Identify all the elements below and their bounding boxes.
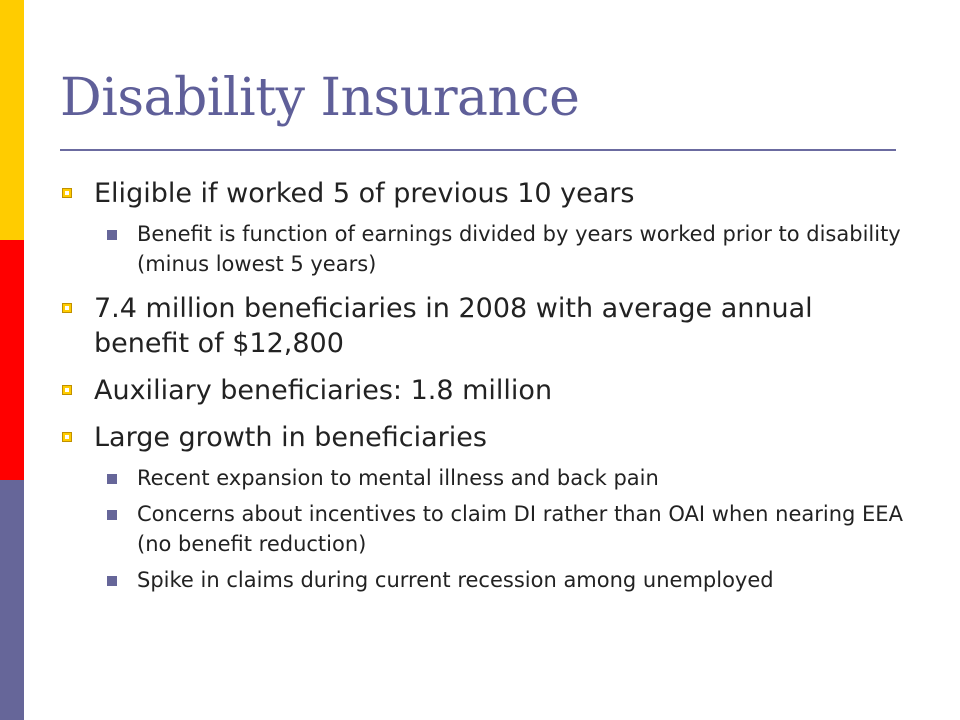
bullet-text: 7.4 million beneficiaries in 2008 with average annual benefit of $12,800 (94, 293, 813, 359)
sidebar-accent-purple (0, 480, 24, 720)
sidebar-accent-yellow (0, 0, 24, 240)
sub-bullet-text: Concerns about incentives to claim DI rather than OAI when nearing EEA (no benefit reduction) (137, 502, 903, 556)
bullet-item (60, 176, 910, 211)
bullet-item (60, 373, 910, 408)
square-bullet-icon (62, 385, 72, 395)
bullet-text: Auxiliary beneficiaries: 1.8 million (94, 375, 553, 406)
sub-bullet-item (60, 565, 910, 595)
title-underline (60, 149, 896, 151)
square-bullet-icon (62, 432, 72, 442)
sub-bullet-item (60, 463, 910, 493)
bullet-text: Eligible if worked 5 of previous 10 years (94, 178, 635, 209)
square-bullet-icon (62, 303, 72, 313)
square-sub-bullet-icon (107, 510, 117, 520)
bullet-item (60, 420, 910, 455)
sidebar-accent-red (0, 240, 24, 480)
bullet-item (60, 291, 910, 361)
sub-bullet-text: Spike in claims during current recession among unemployed (137, 568, 774, 592)
square-sub-bullet-icon (107, 230, 117, 240)
sub-bullet-text: Recent expansion to mental illness and back pain (137, 466, 659, 490)
sub-bullet-item (60, 219, 910, 279)
bullet-text: Large growth in beneficiaries (94, 422, 487, 453)
square-sub-bullet-icon (107, 576, 117, 586)
sub-bullet-item (60, 499, 910, 559)
slide-title: Disability Insurance (60, 68, 580, 128)
square-bullet-icon (62, 188, 72, 198)
sub-bullet-text: Benefit is function of earnings divided by years worked prior to disability (minus lowest 5 years) (137, 222, 901, 276)
square-sub-bullet-icon (107, 474, 117, 484)
bullet-list (60, 176, 910, 595)
